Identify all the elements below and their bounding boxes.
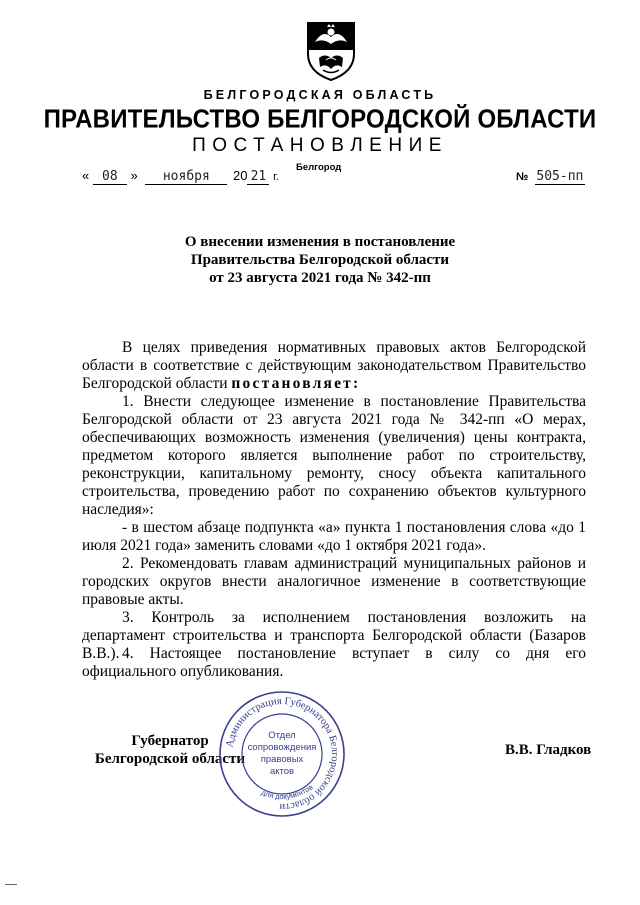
number-value: 505-пп <box>536 169 584 184</box>
item-1-paragraph: 1. Внести следующее изменение в постановление Правительства Белгородской области от 23 августа 2021 года № 342-пп «О мерах, обеспечивающих возможность изменения (увеличения) цены контракта, предметом которого является выполнение работ по строительству, реконструкции, капитальному ремонту, сносу объекта капитального строительства, проведению работ по сохранению объектов культурного наследия»: <box>82 393 586 518</box>
date-open-quote: « <box>82 168 90 183</box>
subject-line-2: Правительства Белгородской области <box>190 252 450 268</box>
document-subject <box>0 233 640 287</box>
coat-of-arms-icon <box>305 20 357 82</box>
official-stamp <box>216 688 348 820</box>
subject-line-1: О внесении изменения в постановление <box>184 234 456 250</box>
intro-text: В целях приведения нормативных правовых актов Белгородской области в соответствие с действующим законодательством Правительство Белгородской области <box>82 339 586 392</box>
item-2-paragraph: 2. Рекомендовать главам администраций муниципальных районов и городских округов внести аналогичное изменение в соответствующие правовые акты. <box>82 555 586 608</box>
government-title: ПРАВИТЕЛЬСТВО БЕЛГОРОДСКОЙ ОБЛАСТИ <box>43 104 597 135</box>
signatory-name: В.В. Гладков <box>505 742 592 758</box>
stamp-bottom-text: для документов <box>260 782 315 802</box>
item-1-subparagraph: - в шестом абзаце подпункта «а» пункта 1 постановления слова «до 1 июля 2021 года» заменить словами «до 1 октября 2021 года». <box>82 519 586 554</box>
stamp-center-line-2: сопровождения <box>247 742 317 753</box>
date-year-prefix: 20 <box>232 168 248 183</box>
item-4-paragraph: 4. Настоящее постановление вступает в силу со дня его официального опубликования. <box>82 645 586 680</box>
date-field <box>82 168 279 185</box>
date-year-suffix: 21 <box>247 169 269 185</box>
stamp-center-line-3: правовых <box>260 754 304 765</box>
signatory-title-line-1: Губернатор <box>131 733 209 749</box>
intro-resolves: постановляет: <box>231 375 361 392</box>
signatory-title-line-2: Белгородской области <box>94 751 246 767</box>
stamp-ring-text: Администрация Губернатора Белгородской области <box>224 695 341 813</box>
subject-line-3: от 23 августа 2021 года № 342-пп <box>209 270 431 286</box>
stamp-center-line-4: актов <box>269 766 295 777</box>
document-type: ПОСТАНОВЛЕНИЕ <box>192 135 448 156</box>
item-3-paragraph: 3. Контроль за исполнением постановления возложить на департамент строительства и транспорта Белгородской области (Базаров В.В.). <box>82 609 586 662</box>
city-label: Белгород <box>296 162 342 173</box>
number-label: № <box>516 171 529 183</box>
intro-paragraph <box>82 339 586 393</box>
date-close-quote: » <box>130 168 138 183</box>
date-year-label: г. <box>273 171 279 183</box>
region-header: БЕЛГОРОДСКАЯ ОБЛАСТЬ <box>203 88 437 102</box>
date-month: ноября <box>145 169 227 185</box>
stamp-center-line-1: Отдел <box>268 730 296 741</box>
document-number <box>516 168 585 185</box>
date-day: 08 <box>93 169 127 185</box>
page-edge-mark <box>5 884 17 885</box>
